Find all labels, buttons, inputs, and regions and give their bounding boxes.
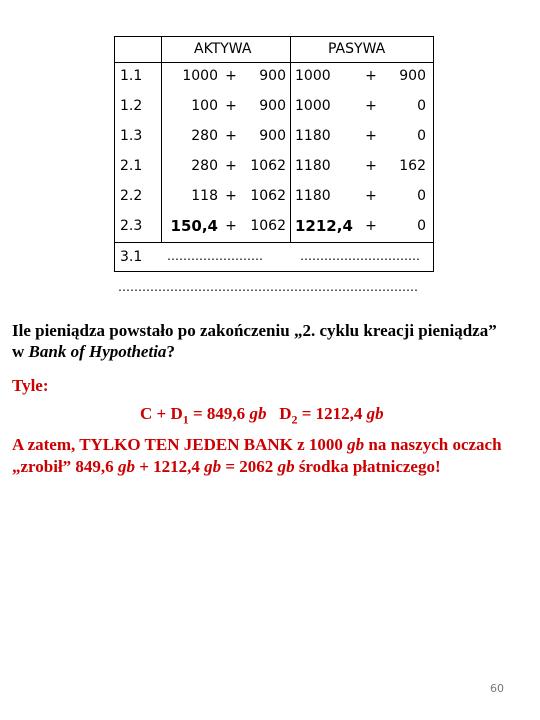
- conclusion-text: [12, 434, 532, 478]
- aktywa-value-1: 118: [191, 188, 218, 204]
- row-label: 2.2: [120, 188, 143, 204]
- formula-d2: D: [279, 404, 292, 423]
- aktywa-value-2: 1062: [250, 218, 286, 234]
- aktywa-plus: +: [225, 128, 237, 144]
- pasywa-value-1: 1180: [295, 188, 331, 204]
- header-pasywa: PASYWA: [328, 41, 386, 57]
- aktywa-value-2: 1062: [250, 188, 286, 204]
- formula-value1: = 849,6: [188, 404, 250, 423]
- pasywa-value-1: 1180: [295, 158, 331, 174]
- pasywa-value-2: 162: [399, 158, 426, 174]
- formula-unit1: gb: [249, 404, 267, 423]
- aktywa-value-2: 900: [259, 98, 286, 114]
- formula-value2: = 1212,4: [297, 404, 367, 423]
- formula-sub2: 2: [291, 412, 298, 427]
- col-divider-label: [161, 36, 162, 242]
- pasywa-value-1: 1000: [295, 68, 331, 84]
- header-aktywa: AKTYWA: [194, 41, 252, 57]
- aktywa-plus: +: [225, 218, 237, 234]
- question-line2-suffix: ?: [166, 342, 175, 361]
- formula-sub1: 1: [182, 412, 189, 427]
- row31-dots-aktywa: ……………………: [167, 249, 263, 263]
- aktywa-value-1: 280: [191, 128, 218, 144]
- pasywa-value-2: 900: [399, 68, 426, 84]
- question-line1: Ile pieniądza powstało po zakończeniu „2. cyklu kreacji pieniądza”: [12, 321, 497, 340]
- row-label: 1.2: [120, 98, 143, 114]
- header-divider: [114, 62, 434, 63]
- formula-unit2: gb: [366, 404, 384, 423]
- aktywa-value-2: 1062: [250, 158, 286, 174]
- row-label: 1.3: [120, 128, 143, 144]
- conclusion-unit2: gb: [117, 457, 135, 476]
- pasywa-value-2: 0: [417, 98, 426, 114]
- conclusion-unit4: gb: [277, 457, 295, 476]
- page-number: 60: [490, 682, 504, 695]
- bottom-dotted-line: …………………………………………………………………: [118, 280, 418, 294]
- pasywa-plus: +: [365, 68, 377, 84]
- question-text: [12, 320, 532, 362]
- aktywa-value-1: 100: [191, 98, 218, 114]
- aktywa-value-2: 900: [259, 68, 286, 84]
- aktywa-plus: +: [225, 188, 237, 204]
- col-divider-middle: [290, 36, 291, 242]
- conclusion-part3: + 1212,4: [134, 457, 205, 476]
- row31-divider: [114, 242, 434, 243]
- pasywa-plus: +: [365, 128, 377, 144]
- aktywa-plus: +: [225, 98, 237, 114]
- row-label: 2.1: [120, 158, 143, 174]
- aktywa-value-1: 280: [191, 158, 218, 174]
- conclusion-part5: środka płatniczego!: [294, 457, 441, 476]
- aktywa-plus: +: [225, 68, 237, 84]
- formula: [140, 404, 384, 427]
- formula-c-d1: C + D: [140, 404, 183, 423]
- aktywa-value-1: 1000: [182, 68, 218, 84]
- row31-dots-pasywa: …………………………: [300, 249, 420, 263]
- pasywa-plus: +: [365, 188, 377, 204]
- pasywa-value-2: 0: [417, 218, 426, 234]
- row-label: 1.1: [120, 68, 143, 84]
- pasywa-value-1: 1000: [295, 98, 331, 114]
- pasywa-value-1: 1212,4: [295, 217, 353, 235]
- pasywa-plus: +: [365, 98, 377, 114]
- conclusion-part4: = 2062: [221, 457, 278, 476]
- pasywa-value-2: 0: [417, 188, 426, 204]
- row-label: 2.3: [120, 218, 143, 234]
- answer-label: Tyle:: [12, 376, 49, 395]
- bank-name: Bank of Hypothetia: [28, 342, 167, 361]
- conclusion-unit3: gb: [204, 457, 222, 476]
- conclusion-unit1: gb: [347, 435, 365, 454]
- question-line2-prefix: w: [12, 342, 29, 361]
- aktywa-value-1: 150,4: [170, 217, 218, 235]
- balance-table: [114, 36, 434, 272]
- row-label-3-1: 3.1: [120, 249, 143, 265]
- conclusion-part1: A zatem, TYLKO TEN JEDEN BANK z 1000: [12, 435, 348, 454]
- aktywa-plus: +: [225, 158, 237, 174]
- pasywa-value-1: 1180: [295, 128, 331, 144]
- conclusion-part2: na naszych oczach „zrobił” 849,6: [12, 435, 502, 476]
- pasywa-plus: +: [365, 158, 377, 174]
- aktywa-value-2: 900: [259, 128, 286, 144]
- pasywa-value-2: 0: [417, 128, 426, 144]
- pasywa-plus: +: [365, 218, 377, 234]
